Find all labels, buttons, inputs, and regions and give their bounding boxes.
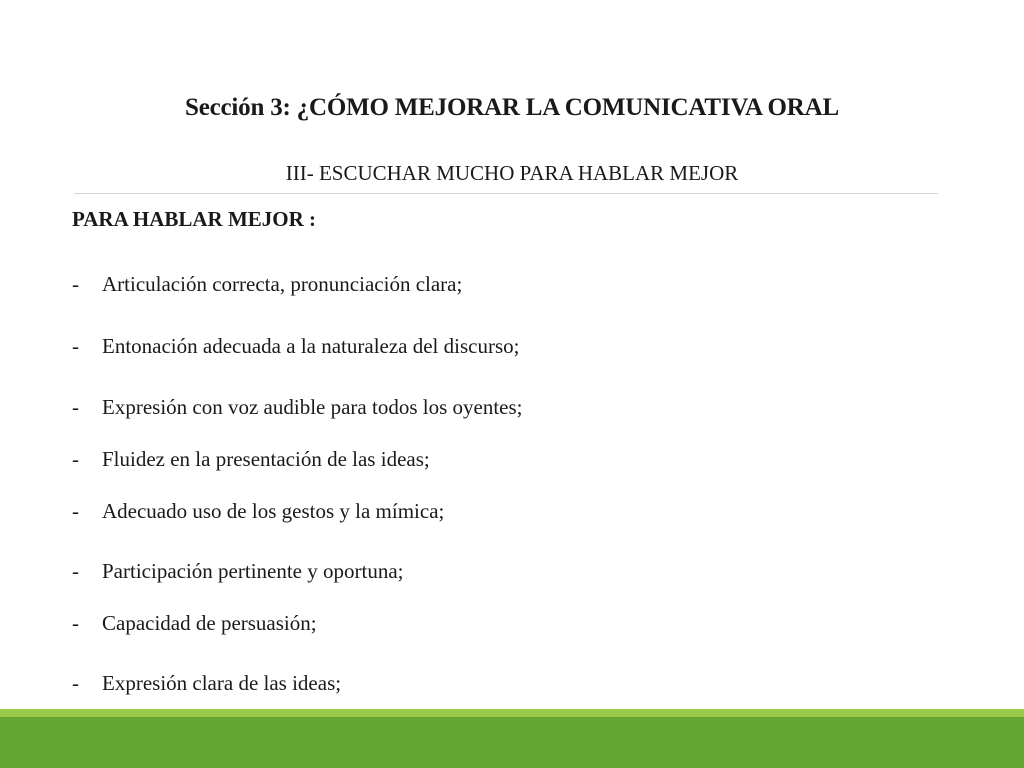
bullet-dash: -	[72, 671, 79, 695]
bullet-dash: -	[72, 272, 79, 296]
bullet-item	[72, 671, 341, 696]
bullet-dash: -	[72, 499, 79, 523]
bullet-item	[72, 559, 404, 584]
bullet-text: Expresión con voz audible para todos los oyentes;	[102, 395, 523, 419]
slide-subtitle: III- ESCUCHAR MUCHO PARA HABLAR MEJOR	[285, 161, 739, 185]
bullet-text: Capacidad de persuasión;	[102, 611, 317, 635]
bullet-text: Adecuado uso de los gestos y la mímica;	[102, 499, 445, 523]
bullet-item	[72, 272, 462, 297]
title-divider	[74, 193, 938, 194]
bullet-dash: -	[72, 559, 79, 583]
bullet-text: Fluidez en la presentación de las ideas;	[102, 447, 430, 471]
bullet-text: Articulación correcta, pronunciación clara;	[102, 272, 463, 296]
bullet-item	[72, 334, 519, 359]
section-heading: PARA HABLAR MEJOR :	[72, 207, 317, 231]
bullet-item	[72, 395, 522, 420]
bullet-text: Entonación adecuada a la naturaleza del discurso;	[102, 334, 520, 358]
footer-band-light	[0, 709, 1024, 717]
footer-band	[0, 717, 1024, 768]
bullet-dash: -	[72, 395, 79, 419]
bullet-item	[72, 447, 430, 472]
bullet-dash: -	[72, 334, 79, 358]
slide-title: Sección 3: ¿CÓMO MEJORAR LA COMUNICATIVA ORAL	[185, 94, 839, 121]
bullet-text: Expresión clara de las ideas;	[102, 671, 342, 695]
bullet-item	[72, 611, 317, 636]
bullet-dash: -	[72, 447, 79, 471]
bullet-item	[72, 499, 444, 524]
bullet-text: Participación pertinente y oportuna;	[102, 559, 404, 583]
bullet-dash: -	[72, 611, 79, 635]
